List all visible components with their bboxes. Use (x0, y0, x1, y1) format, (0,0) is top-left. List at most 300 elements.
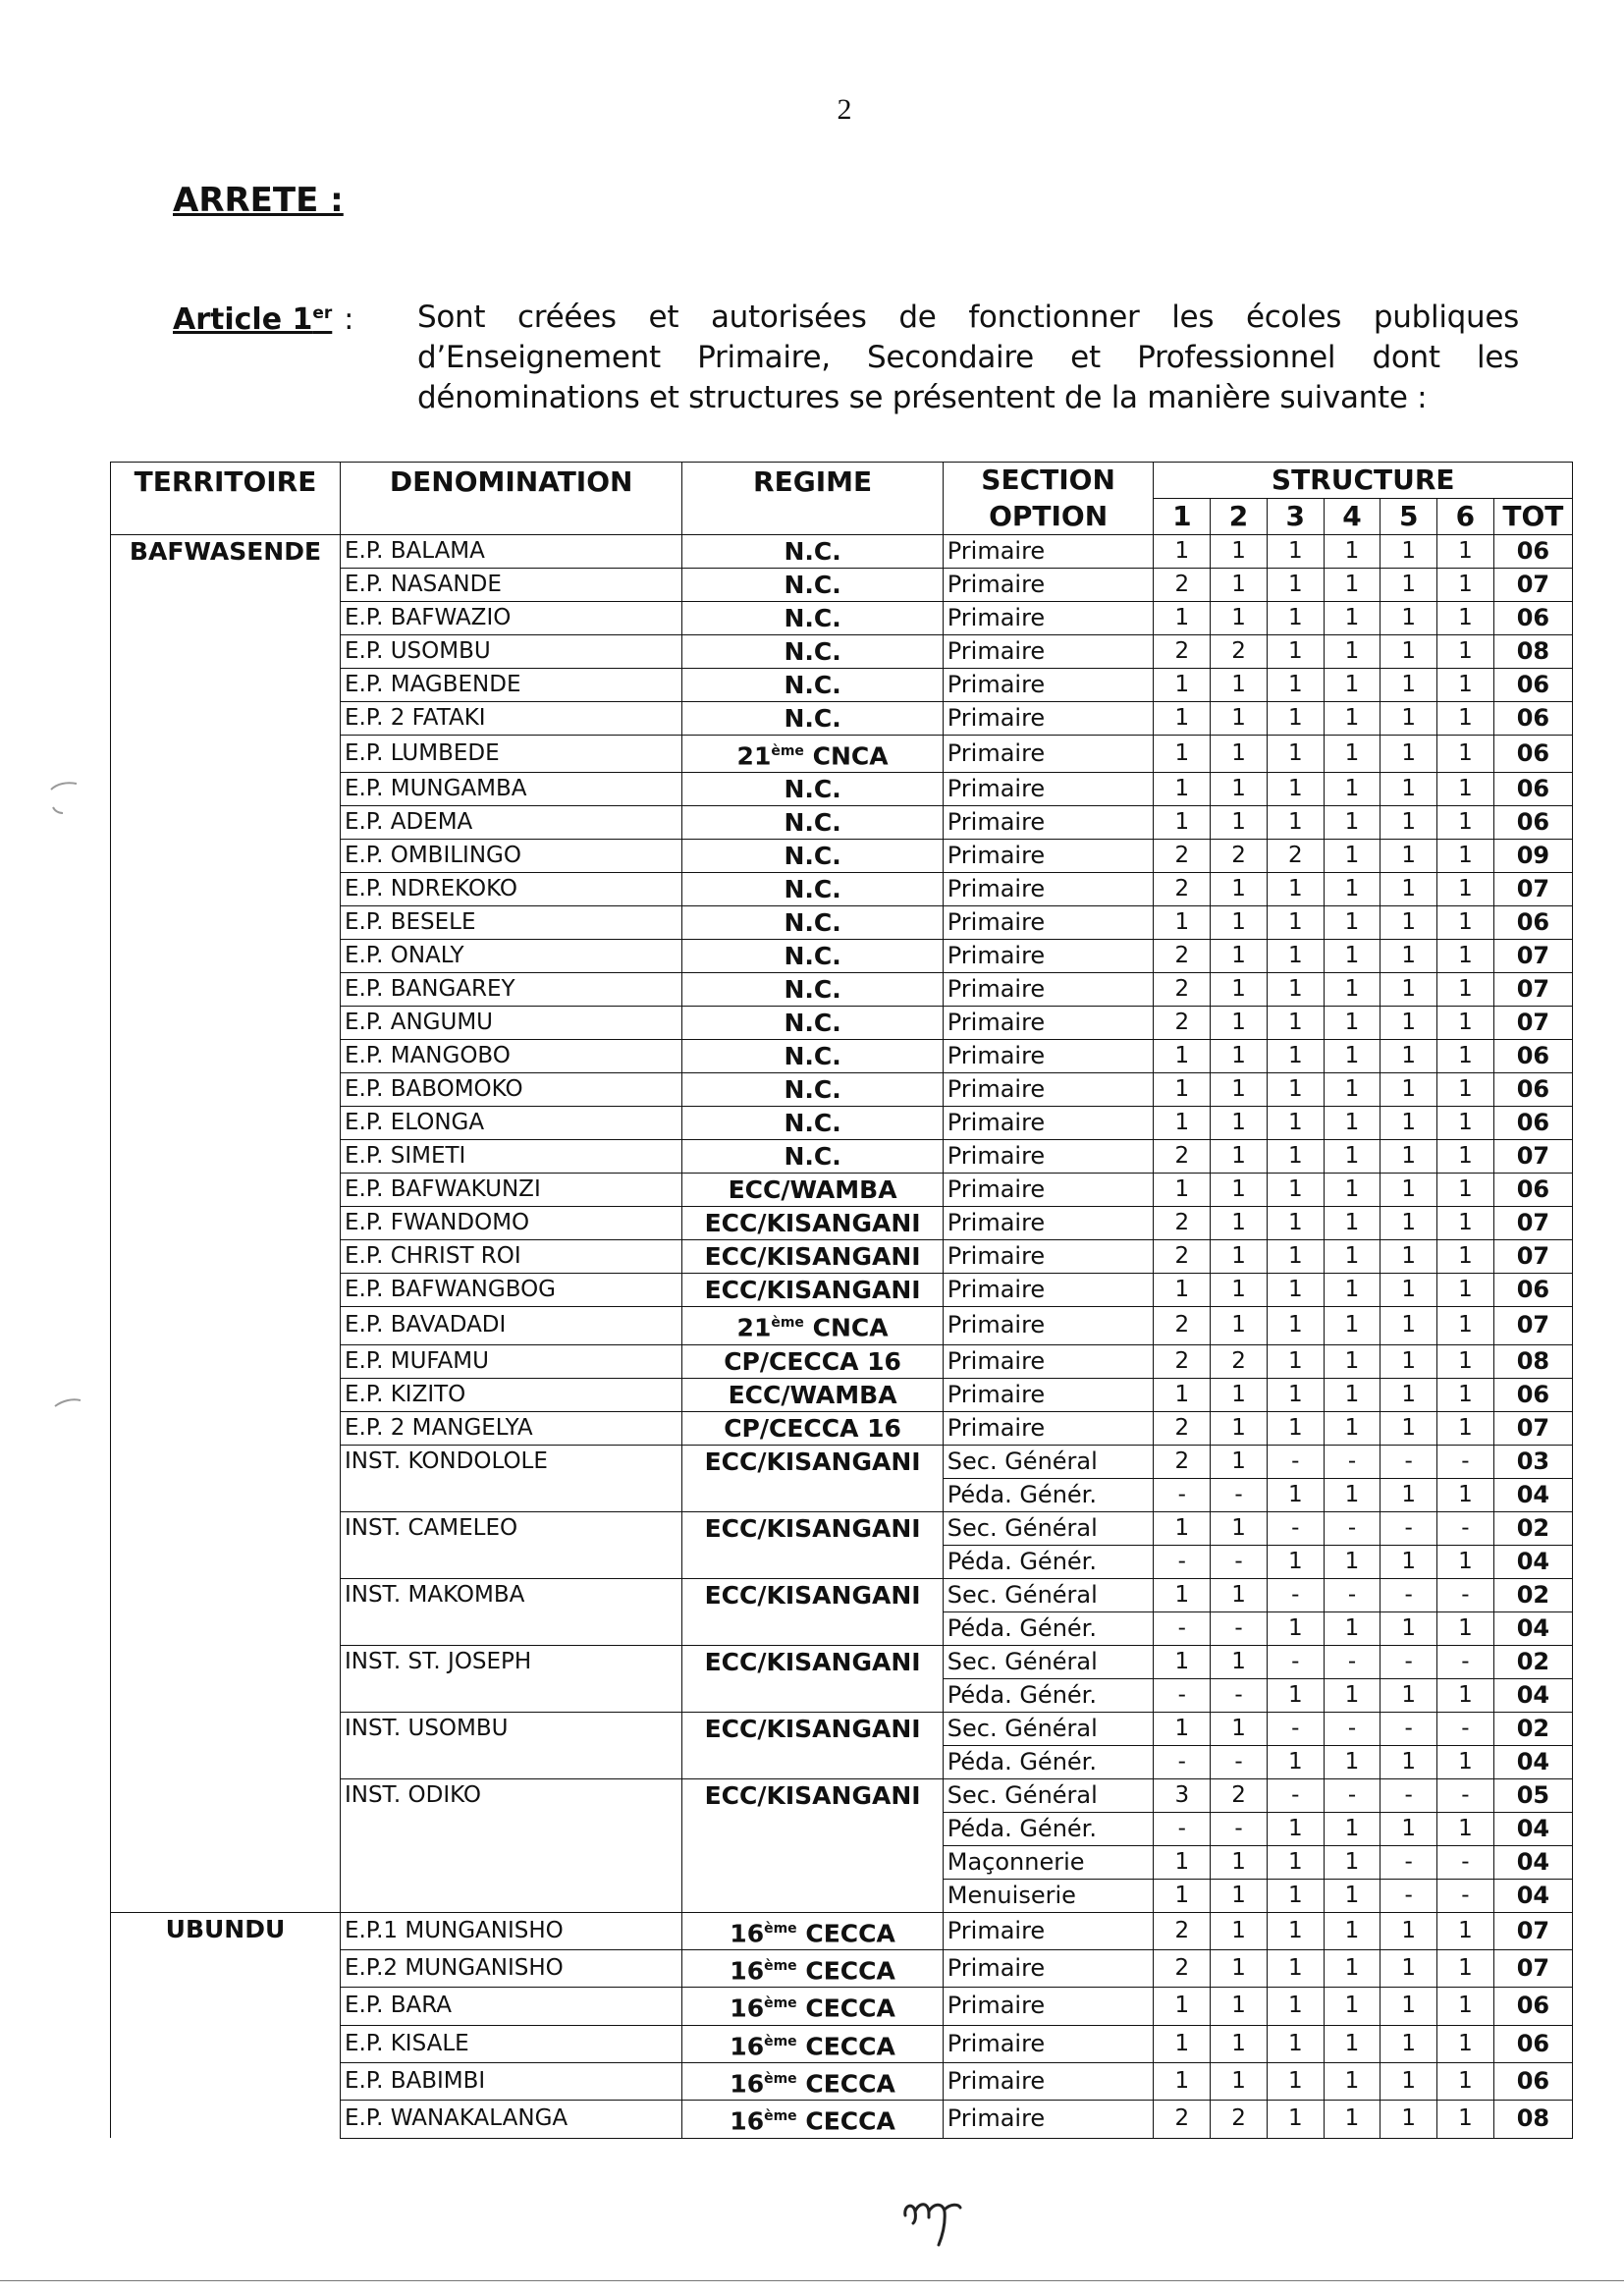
year-1-count: 1 (1154, 1274, 1211, 1307)
regime-ordinal-suffix: ème (771, 743, 804, 759)
school-name: E.P. MANGOBO (340, 1040, 681, 1073)
year-5-count: 1 (1380, 1478, 1437, 1511)
regime-text: 16 (730, 1918, 765, 1947)
section-option: Primaire (943, 1912, 1154, 1949)
regime-suffix: CNCA (803, 741, 889, 771)
year-6-count: 1 (1437, 1040, 1494, 1073)
year-2-count: - (1211, 1478, 1268, 1511)
year-2-count: 2 (1211, 2101, 1268, 2138)
year-3-count: - (1267, 1778, 1324, 1812)
section-option: Péda. Génér. (943, 1678, 1154, 1712)
total-count: 04 (1493, 1678, 1572, 1712)
year-3-count: 1 (1267, 773, 1324, 806)
year-6-count: - (1437, 1712, 1494, 1745)
year-5-count: 1 (1380, 1174, 1437, 1207)
regime-text: N.C. (784, 604, 841, 632)
year-5-count: 1 (1380, 1307, 1437, 1344)
regime-text: N.C. (784, 942, 841, 971)
year-6-count: 1 (1437, 840, 1494, 873)
year-1-count: 1 (1154, 2062, 1211, 2100)
section-option: Sec. Général (943, 1511, 1154, 1545)
year-1-count: 2 (1154, 873, 1211, 906)
total-count: 04 (1493, 1478, 1572, 1511)
total-count: 06 (1493, 906, 1572, 940)
year-6-count: 1 (1437, 1240, 1494, 1274)
school-name: E.P. NASANDE (340, 569, 681, 602)
header-year-3: 3 (1267, 499, 1324, 535)
school-name: E.P. FWANDOMO (340, 1207, 681, 1240)
year-6-count: 1 (1437, 2062, 1494, 2100)
year-4-count: - (1324, 1511, 1380, 1545)
section-option: Primaire (943, 906, 1154, 940)
year-6-count: 1 (1437, 1611, 1494, 1645)
year-5-count: 1 (1380, 1007, 1437, 1040)
regime-text: N.C. (784, 975, 841, 1005)
year-4-count: 1 (1324, 535, 1380, 569)
year-1-count: 2 (1154, 635, 1211, 669)
school-name: INST. CAMELEO (340, 1511, 681, 1578)
margin-scan-mark (51, 1393, 84, 1432)
total-count: 08 (1493, 2101, 1572, 2138)
school-name: E.P. KIZITO (340, 1378, 681, 1411)
year-1-count: 1 (1154, 1511, 1211, 1545)
year-1-count: 1 (1154, 1988, 1211, 2025)
year-1-count: 2 (1154, 1307, 1211, 1344)
total-count: 06 (1493, 806, 1572, 840)
year-5-count: 1 (1380, 1912, 1437, 1949)
year-1-count: - (1154, 1812, 1211, 1845)
header-option: OPTION (943, 499, 1154, 535)
regime-text: N.C. (784, 1009, 841, 1038)
year-5-count: 1 (1380, 569, 1437, 602)
header-regime: REGIME (682, 463, 943, 535)
year-3-count: 1 (1267, 1240, 1324, 1274)
year-4-count: 1 (1324, 1240, 1380, 1274)
section-option: Primaire (943, 669, 1154, 702)
school-regime (682, 1207, 943, 1240)
school-name: E.P. 2 MANGELYA (340, 1411, 681, 1445)
year-2-count: 1 (1211, 1274, 1268, 1307)
school-name: E.P. BAFWANGBOG (340, 1274, 681, 1307)
section-option: Maçonnerie (943, 1845, 1154, 1879)
year-5-count: 1 (1380, 635, 1437, 669)
year-3-count: 1 (1267, 2025, 1324, 2062)
header-territoire: TERRITOIRE (111, 463, 341, 535)
school-regime (682, 1073, 943, 1107)
total-count: 06 (1493, 2025, 1572, 2062)
regime-text: ECC/KISANGANI (704, 1276, 921, 1305)
total-count: 06 (1493, 602, 1572, 635)
year-1-count: 2 (1154, 1240, 1211, 1274)
school-name: E.P. BAFWAKUNZI (340, 1174, 681, 1207)
section-option: Sec. Général (943, 1712, 1154, 1745)
year-1-count: 2 (1154, 1912, 1211, 1949)
year-2-count: 1 (1211, 1378, 1268, 1411)
year-1-count: 3 (1154, 1778, 1211, 1812)
year-5-count: 1 (1380, 1678, 1437, 1712)
year-5-count: 1 (1380, 1949, 1437, 1987)
year-3-count: 1 (1267, 1745, 1324, 1778)
year-3-count: 1 (1267, 1678, 1324, 1712)
year-6-count: 1 (1437, 1378, 1494, 1411)
year-4-count: 1 (1324, 1545, 1380, 1578)
year-1-count: 2 (1154, 1207, 1211, 1240)
regime-text: CP/CECCA 16 (724, 1413, 901, 1443)
year-4-count: 1 (1324, 1912, 1380, 1949)
total-count: 08 (1493, 635, 1572, 669)
school-name: E.P. ADEMA (340, 806, 681, 840)
year-2-count: 1 (1211, 940, 1268, 973)
year-5-count: 1 (1380, 702, 1437, 736)
year-2-count: 1 (1211, 1949, 1268, 1987)
school-regime (682, 1007, 943, 1040)
school-regime (682, 1578, 943, 1645)
year-1-count: 1 (1154, 773, 1211, 806)
regime-text: N.C. (784, 908, 841, 938)
total-count: 06 (1493, 1040, 1572, 1073)
year-3-count: 1 (1267, 1378, 1324, 1411)
total-count: 06 (1493, 1107, 1572, 1140)
year-3-count: - (1267, 1712, 1324, 1745)
year-1-count: - (1154, 1678, 1211, 1712)
total-count: 07 (1493, 973, 1572, 1007)
year-3-count: 1 (1267, 1611, 1324, 1645)
regime-ordinal-suffix: ème (764, 2033, 797, 2049)
year-2-count: 1 (1211, 1040, 1268, 1073)
total-count: 06 (1493, 773, 1572, 806)
total-count: 04 (1493, 1611, 1572, 1645)
school-name: E.P. CHRIST ROI (340, 1240, 681, 1274)
year-5-count: 1 (1380, 1344, 1437, 1378)
year-5-count: 1 (1380, 1745, 1437, 1778)
year-3-count: 1 (1267, 973, 1324, 1007)
year-4-count: 1 (1324, 1107, 1380, 1140)
section-option: Péda. Génér. (943, 1812, 1154, 1845)
regime-text: N.C. (784, 1109, 841, 1138)
school-name: INST. MAKOMBA (340, 1578, 681, 1645)
year-5-count: 1 (1380, 2025, 1437, 2062)
regime-text: ECC/KISANGANI (704, 1580, 921, 1610)
year-1-count: - (1154, 1611, 1211, 1645)
year-5-count: - (1380, 1511, 1437, 1545)
year-6-count: - (1437, 1445, 1494, 1478)
year-2-count: 1 (1211, 1511, 1268, 1545)
year-4-count: 1 (1324, 2062, 1380, 2100)
total-count: 07 (1493, 1007, 1572, 1040)
year-4-count: 1 (1324, 1611, 1380, 1645)
section-option: Primaire (943, 840, 1154, 873)
section-option: Primaire (943, 1274, 1154, 1307)
year-6-count: 1 (1437, 1207, 1494, 1240)
year-4-count: 1 (1324, 1378, 1380, 1411)
total-count: 07 (1493, 940, 1572, 973)
year-4-count: 1 (1324, 1073, 1380, 1107)
school-regime (682, 1511, 943, 1578)
regime-text: ECC/KISANGANI (704, 1242, 921, 1272)
school-name: INST. KONDOLOLE (340, 1445, 681, 1511)
total-count: 07 (1493, 569, 1572, 602)
section-option: Péda. Génér. (943, 1478, 1154, 1511)
year-4-count: - (1324, 1578, 1380, 1611)
section-option: Primaire (943, 1073, 1154, 1107)
year-6-count: - (1437, 1645, 1494, 1678)
regime-suffix: CECCA (796, 2031, 895, 2060)
year-1-count: 2 (1154, 1344, 1211, 1378)
section-option: Primaire (943, 1007, 1154, 1040)
header-year-6: 6 (1437, 499, 1494, 535)
margin-scan-mark (47, 778, 81, 817)
year-3-count: 1 (1267, 940, 1324, 973)
year-3-count: - (1267, 1645, 1324, 1678)
year-4-count: 1 (1324, 2101, 1380, 2138)
regime-text: ECC/KISANGANI (704, 1647, 921, 1676)
year-2-count: 1 (1211, 1445, 1268, 1478)
year-3-count: 1 (1267, 1545, 1324, 1578)
year-1-count: 1 (1154, 702, 1211, 736)
school-name: E.P. BAVADADI (340, 1307, 681, 1344)
school-name: E.P.1 MUNGANISHO (340, 1912, 681, 1949)
year-4-count: 1 (1324, 806, 1380, 840)
year-2-count: - (1211, 1545, 1268, 1578)
year-5-count: - (1380, 1445, 1437, 1478)
school-name: INST. ODIKO (340, 1778, 681, 1912)
year-1-count: 1 (1154, 736, 1211, 773)
total-count: 04 (1493, 1845, 1572, 1879)
arrete-heading: ARRETE : (173, 181, 344, 220)
year-2-count: 2 (1211, 1344, 1268, 1378)
header-structure: STRUCTURE (1154, 463, 1573, 499)
year-4-count: 1 (1324, 1274, 1380, 1307)
section-option: Primaire (943, 702, 1154, 736)
article-number: Article 1 (173, 302, 313, 337)
year-6-count: 1 (1437, 1912, 1494, 1949)
year-3-count: 1 (1267, 1140, 1324, 1174)
school-name: E.P. NDREKOKO (340, 873, 681, 906)
year-5-count: 1 (1380, 1988, 1437, 2025)
year-2-count: 1 (1211, 806, 1268, 840)
regime-text: N.C. (784, 1042, 841, 1071)
year-5-count: 1 (1380, 873, 1437, 906)
school-name: E.P. SIMETI (340, 1140, 681, 1174)
year-2-count: 1 (1211, 1073, 1268, 1107)
regime-suffix: CECCA (796, 1956, 895, 1986)
section-option: Primaire (943, 806, 1154, 840)
year-3-count: 1 (1267, 602, 1324, 635)
year-3-count: 1 (1267, 1949, 1324, 1987)
year-6-count: 1 (1437, 1545, 1494, 1578)
total-count: 07 (1493, 1912, 1572, 1949)
school-regime (682, 1949, 943, 1987)
year-4-count: 1 (1324, 736, 1380, 773)
regime-text: ECC/KISANGANI (704, 1714, 921, 1743)
header-year-5: 5 (1380, 499, 1437, 535)
year-2-count: 1 (1211, 1912, 1268, 1949)
school-regime (682, 1988, 943, 2025)
year-6-count: 1 (1437, 635, 1494, 669)
regime-text: N.C. (784, 1142, 841, 1172)
year-6-count: 1 (1437, 973, 1494, 1007)
section-option: Primaire (943, 1378, 1154, 1411)
year-4-count: 1 (1324, 1678, 1380, 1712)
school-regime (682, 1274, 943, 1307)
year-2-count: 1 (1211, 1845, 1268, 1879)
school-name: E.P. BABOMOKO (340, 1073, 681, 1107)
year-6-count: 1 (1437, 940, 1494, 973)
year-4-count: - (1324, 1712, 1380, 1745)
year-1-count: 2 (1154, 1140, 1211, 1174)
section-option: Sec. Général (943, 1445, 1154, 1478)
total-count: 06 (1493, 1073, 1572, 1107)
year-5-count: 1 (1380, 1240, 1437, 1274)
year-5-count: 1 (1380, 1107, 1437, 1140)
year-2-count: 1 (1211, 2025, 1268, 2062)
year-5-count: 1 (1380, 669, 1437, 702)
year-3-count: 2 (1267, 840, 1324, 873)
total-count: 07 (1493, 1411, 1572, 1445)
year-6-count: 1 (1437, 806, 1494, 840)
year-6-count: 1 (1437, 535, 1494, 569)
school-regime (682, 702, 943, 736)
year-6-count: 1 (1437, 1274, 1494, 1307)
year-6-count: 1 (1437, 1107, 1494, 1140)
school-regime (682, 535, 943, 569)
year-2-count: 1 (1211, 1645, 1268, 1678)
year-5-count: - (1380, 1845, 1437, 1879)
year-1-count: 2 (1154, 569, 1211, 602)
year-6-count: - (1437, 1511, 1494, 1545)
year-1-count: 1 (1154, 1845, 1211, 1879)
school-regime (682, 1174, 943, 1207)
year-1-count: 2 (1154, 1007, 1211, 1040)
regime-text: N.C. (784, 671, 841, 699)
year-3-count: 1 (1267, 1040, 1324, 1073)
total-count: 04 (1493, 1879, 1572, 1912)
regime-ordinal-suffix: ème (764, 1920, 797, 1937)
header-denomination: DENOMINATION (340, 463, 681, 535)
year-3-count: 1 (1267, 736, 1324, 773)
year-3-count: 1 (1267, 1073, 1324, 1107)
regime-suffix: CECCA (796, 2069, 895, 2099)
school-name: E.P. MUNGAMBA (340, 773, 681, 806)
year-6-count: 1 (1437, 1812, 1494, 1845)
school-name: E.P. BAFWAZIO (340, 602, 681, 635)
total-count: 07 (1493, 1240, 1572, 1274)
year-5-count: 1 (1380, 1411, 1437, 1445)
year-6-count: 1 (1437, 736, 1494, 773)
year-4-count: 1 (1324, 1988, 1380, 2025)
school-regime (682, 940, 943, 973)
year-2-count: 1 (1211, 1988, 1268, 2025)
total-count: 04 (1493, 1812, 1572, 1845)
year-3-count: 1 (1267, 569, 1324, 602)
school-regime (682, 906, 943, 940)
school-name: E.P. BALAMA (340, 535, 681, 569)
school-name: E.P. ELONGA (340, 1107, 681, 1140)
total-count: 06 (1493, 702, 1572, 736)
year-4-count: - (1324, 1445, 1380, 1478)
bottom-rule (0, 2280, 1624, 2281)
school-regime (682, 1040, 943, 1073)
regime-text: N.C. (784, 571, 841, 599)
section-option: Primaire (943, 973, 1154, 1007)
school-regime (682, 635, 943, 669)
section-option: Péda. Génér. (943, 1611, 1154, 1645)
school-regime (682, 569, 943, 602)
year-6-count: 1 (1437, 702, 1494, 736)
year-6-count: - (1437, 1778, 1494, 1812)
year-3-count: 1 (1267, 1344, 1324, 1378)
year-6-count: 1 (1437, 1307, 1494, 1344)
year-4-count: - (1324, 1645, 1380, 1678)
year-2-count: 1 (1211, 1578, 1268, 1611)
year-5-count: - (1380, 1645, 1437, 1678)
school-regime (682, 873, 943, 906)
year-1-count: 1 (1154, 1073, 1211, 1107)
year-3-count: 1 (1267, 635, 1324, 669)
year-3-count: 1 (1267, 906, 1324, 940)
year-1-count: - (1154, 1478, 1211, 1511)
year-2-count: 1 (1211, 1411, 1268, 1445)
year-6-count: - (1437, 1845, 1494, 1879)
year-1-count: 1 (1154, 906, 1211, 940)
regime-suffix: CECCA (796, 2106, 895, 2136)
section-option: Sec. Général (943, 1645, 1154, 1678)
year-6-count: 1 (1437, 1478, 1494, 1511)
year-4-count: 1 (1324, 873, 1380, 906)
school-regime (682, 1378, 943, 1411)
school-regime (682, 1712, 943, 1778)
school-name: E.P.2 MUNGANISHO (340, 1949, 681, 1987)
regime-text: N.C. (784, 1075, 841, 1105)
year-2-count: 1 (1211, 569, 1268, 602)
year-1-count: 1 (1154, 535, 1211, 569)
article-colon: : (344, 302, 354, 337)
school-regime (682, 773, 943, 806)
school-name: E.P. 2 FATAKI (340, 702, 681, 736)
year-1-count: 1 (1154, 1712, 1211, 1745)
regime-ordinal-suffix: ème (764, 2070, 797, 2087)
year-4-count: 1 (1324, 1845, 1380, 1879)
year-6-count: 1 (1437, 1988, 1494, 2025)
total-count: 05 (1493, 1778, 1572, 1812)
year-5-count: 1 (1380, 602, 1437, 635)
year-1-count: 1 (1154, 806, 1211, 840)
school-regime (682, 1344, 943, 1378)
section-option: Primaire (943, 1344, 1154, 1378)
year-2-count: 2 (1211, 635, 1268, 669)
total-count: 08 (1493, 1344, 1572, 1378)
year-1-count: 1 (1154, 1879, 1211, 1912)
section-option: Primaire (943, 1411, 1154, 1445)
year-5-count: 1 (1380, 1207, 1437, 1240)
section-option: Primaire (943, 1240, 1154, 1274)
year-1-count: 2 (1154, 973, 1211, 1007)
total-count: 06 (1493, 535, 1572, 569)
page-number: 2 (837, 93, 852, 126)
section-option: Péda. Génér. (943, 1745, 1154, 1778)
year-4-count: 1 (1324, 973, 1380, 1007)
school-name: E.P. ANGUMU (340, 1007, 681, 1040)
total-count: 03 (1493, 1445, 1572, 1478)
year-2-count: 1 (1211, 702, 1268, 736)
section-option: Primaire (943, 2025, 1154, 2062)
year-4-count: 1 (1324, 1344, 1380, 1378)
year-6-count: 1 (1437, 1140, 1494, 1174)
school-regime (682, 1912, 943, 1949)
year-5-count: 1 (1380, 2062, 1437, 2100)
year-6-count: 1 (1437, 569, 1494, 602)
total-count: 06 (1493, 1174, 1572, 1207)
